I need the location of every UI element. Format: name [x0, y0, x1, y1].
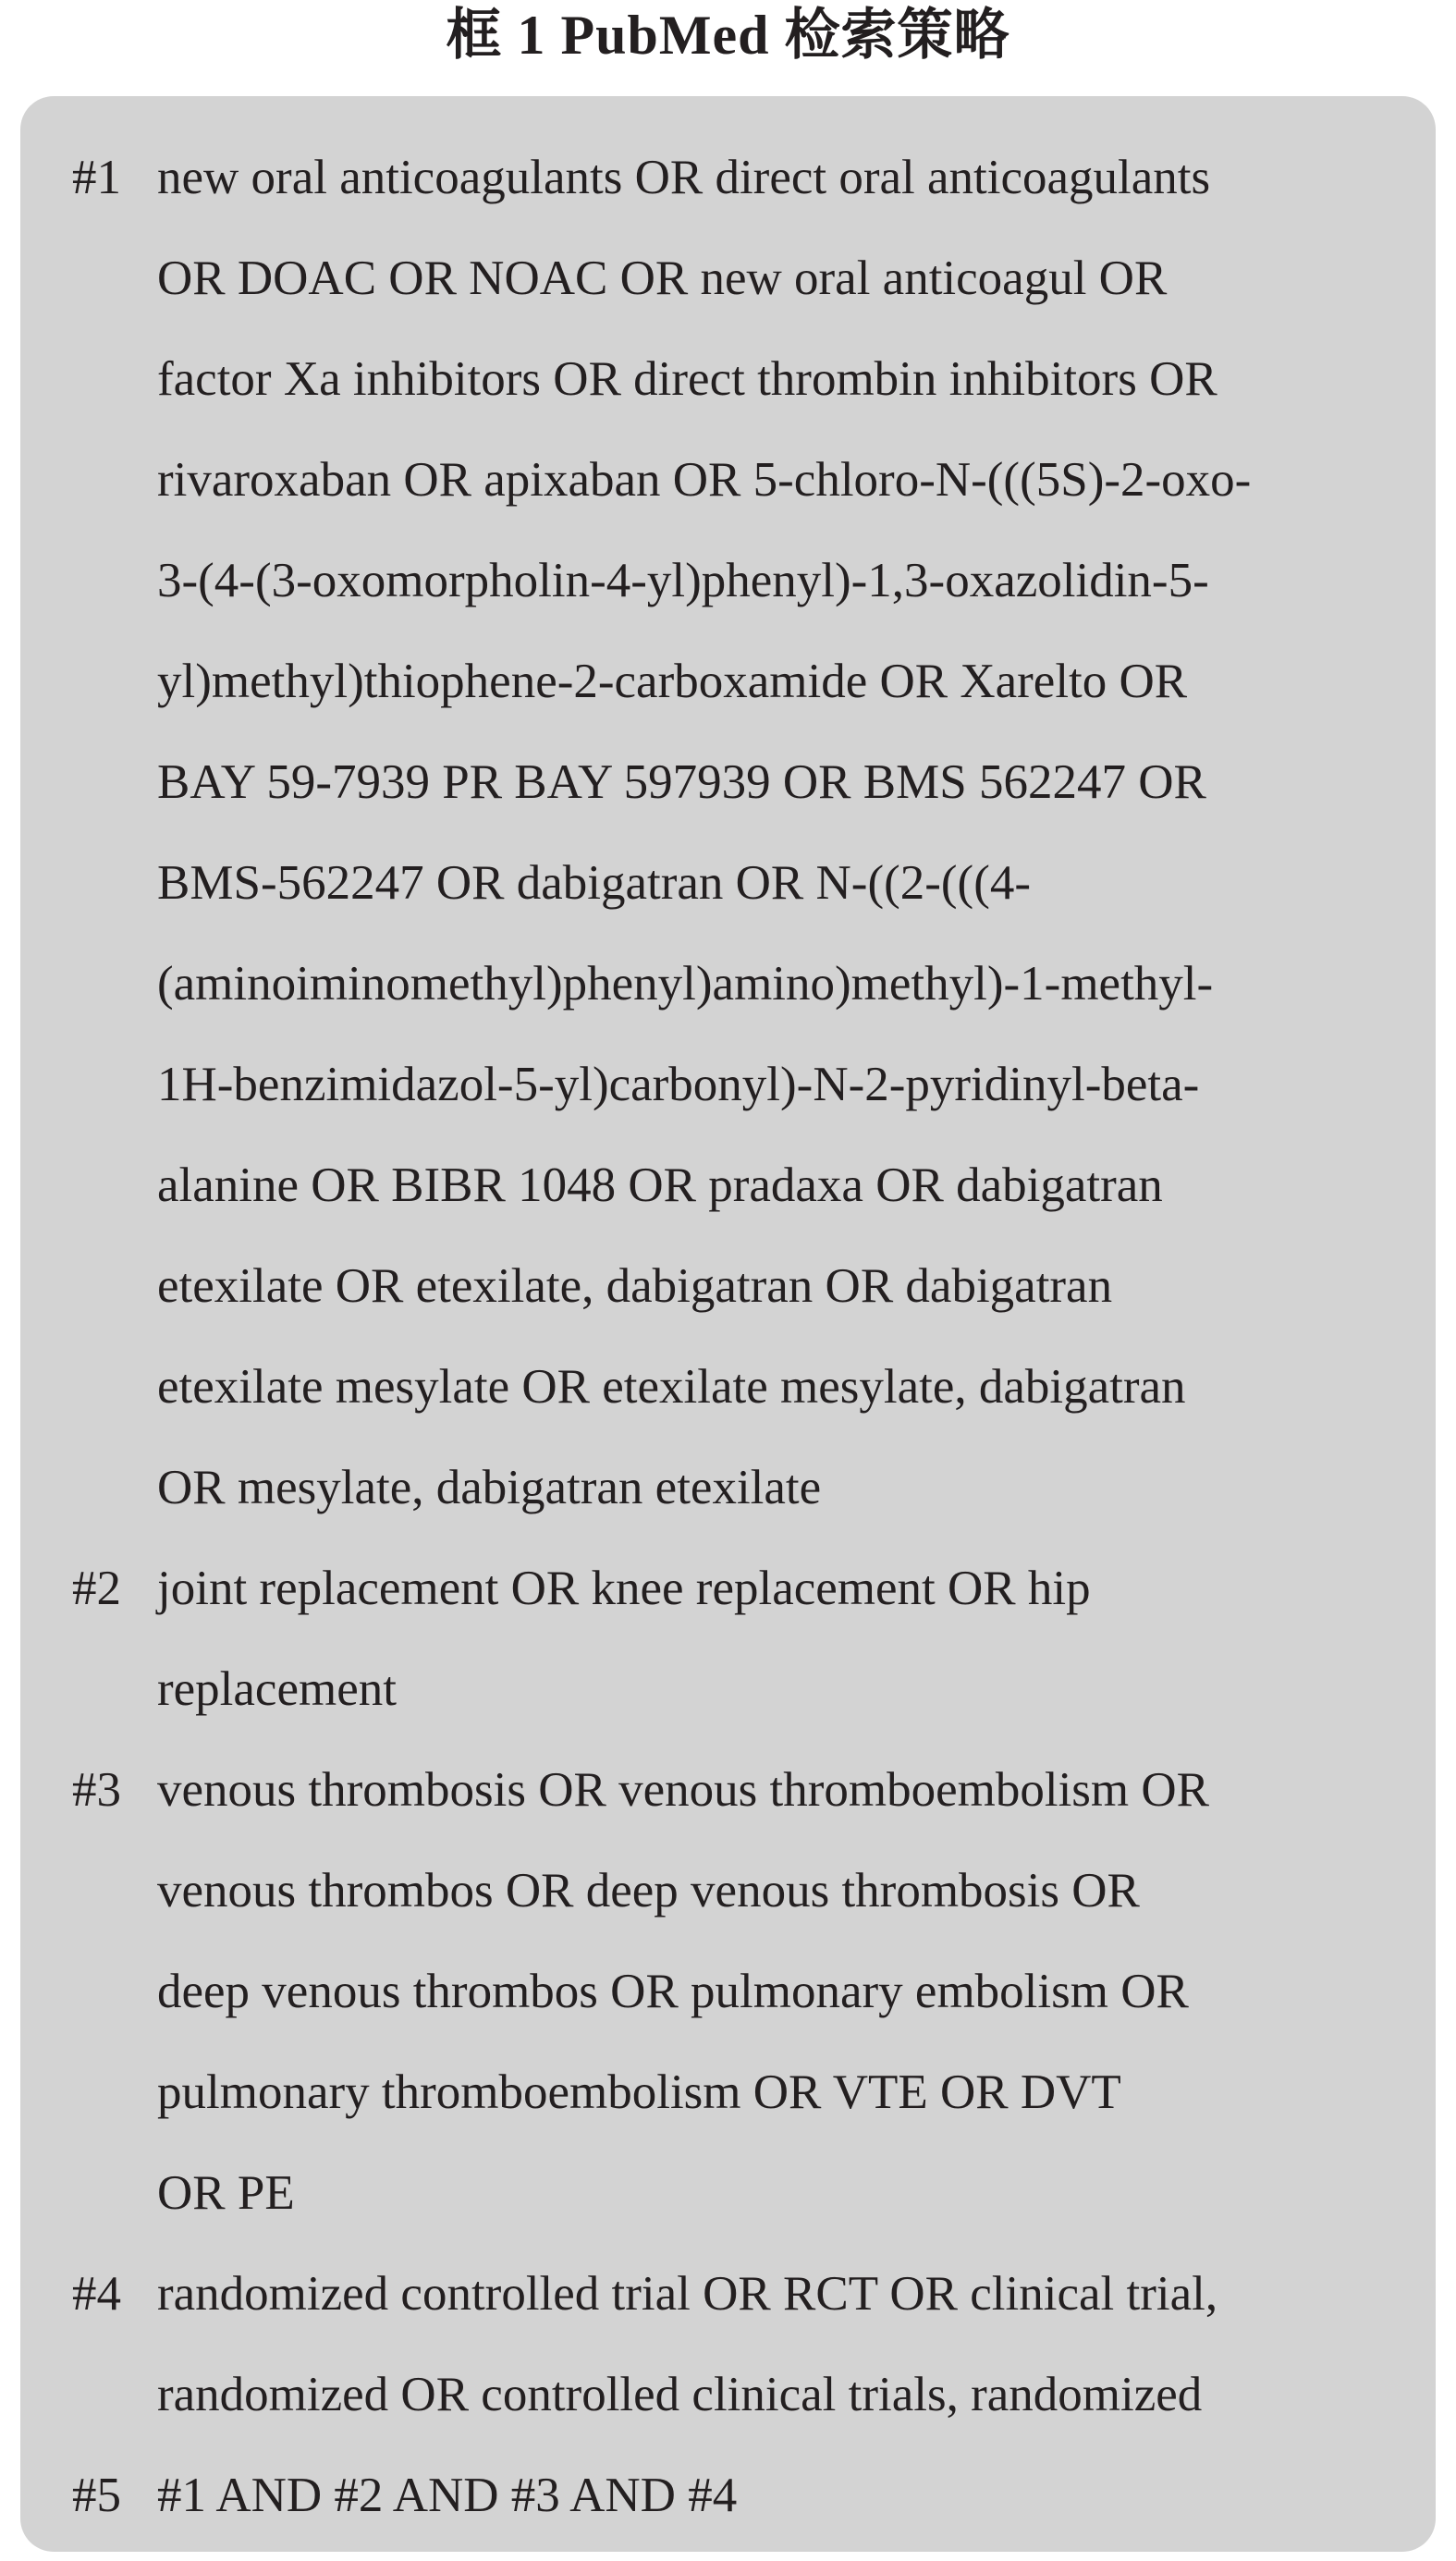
query-line: etexilate OR etexilate, dabigatran OR dabigatran [157, 1259, 1113, 1313]
query-line: randomized controlled trial OR RCT OR clinical trial, [157, 2267, 1218, 2321]
query-line: 3-(4-(3-oxomorpholin-4-yl)phenyl)-1,3-oxazolidin-5- [157, 554, 1209, 607]
query-line: new oral anticoagulants OR direct oral anticoagulants [157, 151, 1211, 204]
search-entry-4 [72, 2244, 1403, 2445]
query-line: alanine OR BIBR 1048 OR pradaxa OR dabigatran [157, 1158, 1163, 1212]
entry-number: #4 [72, 2267, 121, 2321]
query-line: OR PE [157, 2166, 295, 2220]
query-line: deep venous thrombos OR pulmonary embolism OR [157, 1965, 1189, 2018]
query-line: replacement [157, 1662, 397, 1716]
query-line: yl)methyl)thiophene-2-carboxamide OR Xarelto OR [157, 655, 1188, 708]
query-line: OR mesylate, dabigatran etexilate [157, 1461, 822, 1514]
search-entry-3 [72, 1740, 1403, 2244]
entry-query [157, 1740, 1403, 2244]
search-entry-1 [72, 128, 1403, 1538]
query-line: venous thrombos OR deep venous thrombosis OR [157, 1864, 1140, 1918]
entry-query [157, 128, 1403, 1538]
search-strategy-list [72, 128, 1403, 2546]
query-line: etexilate mesylate OR etexilate mesylate, dabigatran [157, 1360, 1186, 1414]
query-line: pulmonary thromboembolism OR VTE OR DVT [157, 2065, 1121, 2119]
entry-query [157, 1538, 1403, 1740]
entry-number: #3 [72, 1763, 121, 1817]
box-title: 框 1 PubMed 检索策略 [446, 5, 1010, 66]
query-line: randomized OR controlled clinical trials, randomized [157, 2368, 1203, 2421]
query-line: rivaroxaban OR apixaban OR 5-chloro-N-(((5S)-2-oxo- [157, 453, 1252, 507]
entry-number: #5 [72, 2469, 121, 2522]
search-entry-5 [72, 2445, 1403, 2546]
entry-number: #2 [72, 1562, 121, 1615]
query-line: venous thrombosis OR venous thromboembolism OR [157, 1763, 1210, 1817]
query-line: BAY 59-7939 PR BAY 597939 OR BMS 562247 OR [157, 755, 1206, 809]
entry-query [157, 2244, 1403, 2445]
query-line: 1H-benzimidazol-5-yl)carbonyl)-N-2-pyridinyl-beta- [157, 1058, 1200, 1111]
query-line: (aminoiminomethyl)phenyl)amino)methyl)-1-methyl- [157, 957, 1214, 1011]
entry-query [157, 2445, 1403, 2546]
search-entry-2 [72, 1538, 1403, 1740]
query-line: OR DOAC OR NOAC OR new oral anticoagul OR [157, 251, 1168, 305]
entry-number: #1 [72, 151, 121, 204]
query-line: #1 AND #2 AND #3 AND #4 [157, 2469, 738, 2522]
query-line: joint replacement OR knee replacement OR hip [157, 1562, 1091, 1615]
query-line: factor Xa inhibitors OR direct thrombin inhibitors OR [157, 352, 1217, 406]
query-line: BMS-562247 OR dabigatran OR N-((2-(((4- [157, 856, 1031, 910]
